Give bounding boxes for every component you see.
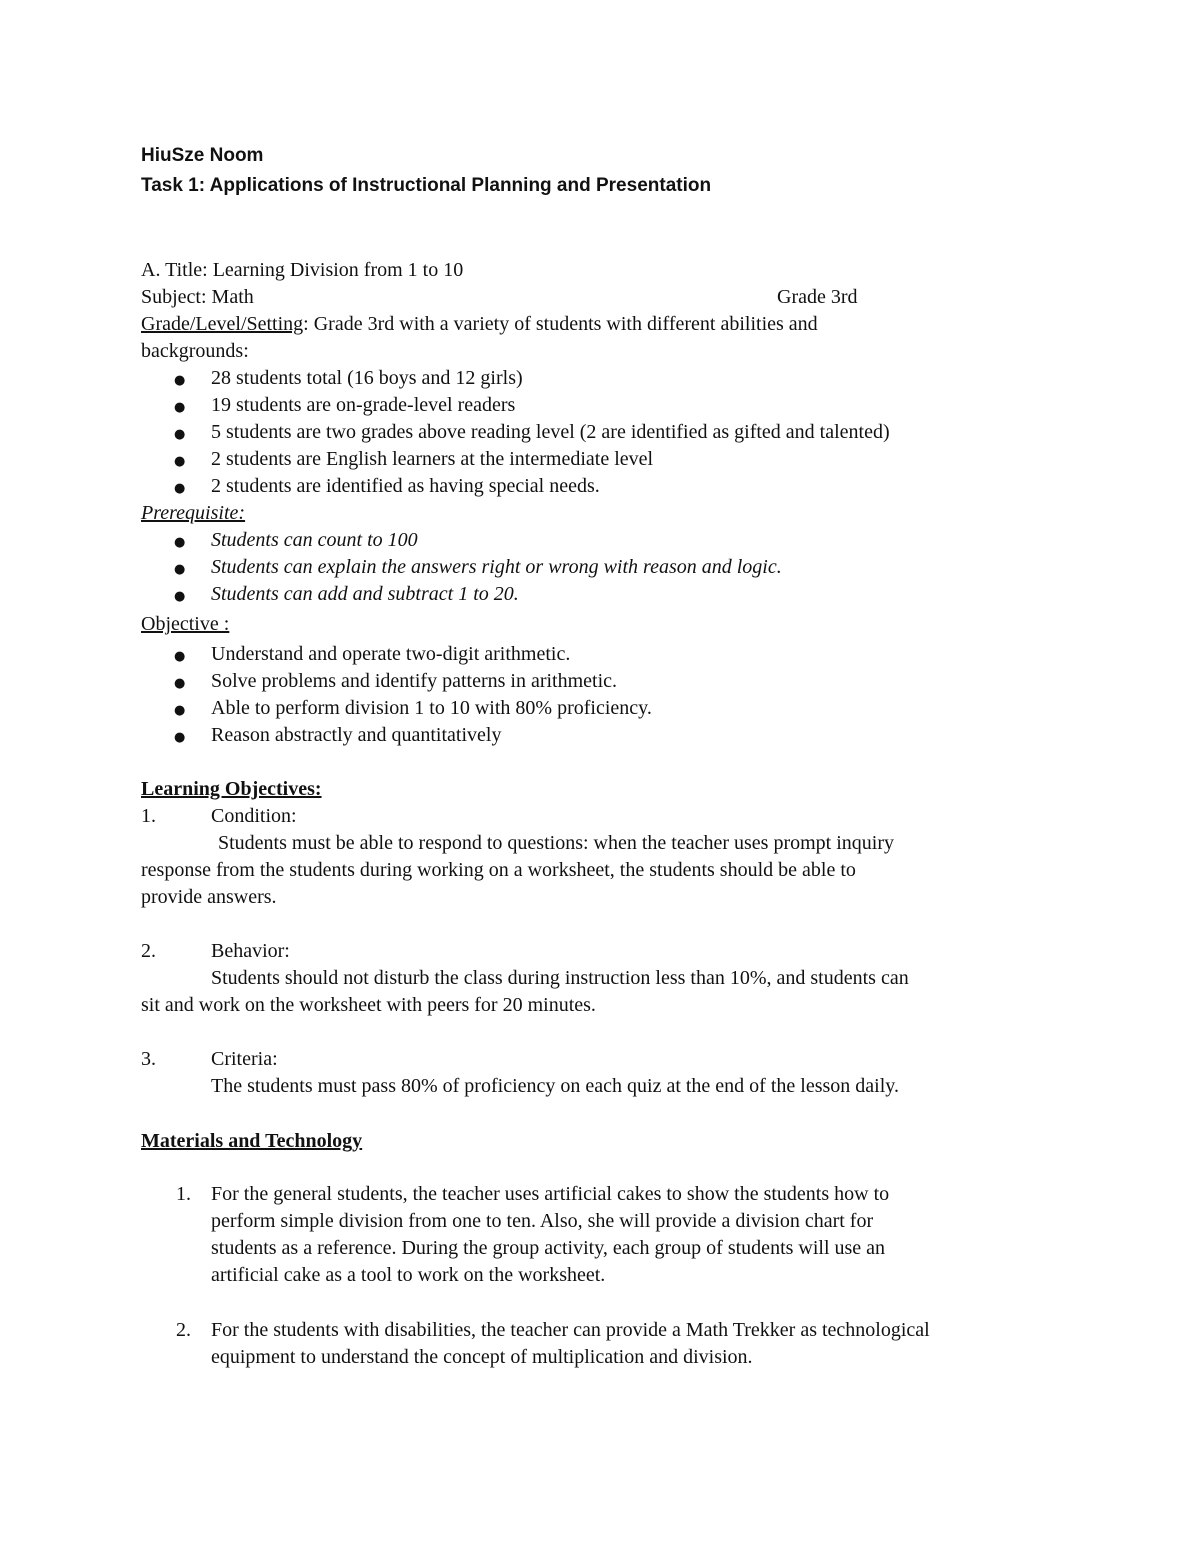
list-item: Solve problems and identify patterns in arithmetic. — [211, 670, 618, 692]
setting-line — [141, 313, 818, 336]
list-item: Reason abstractly and quantitatively — [211, 724, 502, 746]
item-line: artificial cake as a tool to work on the worksheet. — [211, 1264, 606, 1286]
list-item: Students can add and subtract 1 to 20. — [211, 583, 519, 605]
item-line: For the students with disabilities, the teacher can provide a Math Trekker as technological — [211, 1319, 930, 1341]
list-item: Students can count to 100 — [211, 529, 418, 551]
list-item: 2 students are English learners at the intermediate level — [211, 448, 654, 470]
lesson-title: A. Title: Learning Division from 1 to 10 — [141, 259, 464, 281]
author-name: HiuSze Noom — [141, 145, 264, 166]
task-title: Task 1: Applications of Instructional Planning and Presentation — [141, 175, 712, 196]
bullet-icon: ● — [174, 400, 186, 415]
bullet-icon: ● — [174, 535, 186, 550]
bullet-icon: ● — [174, 481, 186, 496]
list-item: 19 students are on-grade-level readers — [211, 394, 516, 416]
item-label: Condition: — [211, 805, 297, 827]
setting-text-cont: backgrounds: — [141, 340, 249, 362]
item-line: equipment to understand the concept of multiplication and division. — [211, 1346, 753, 1368]
item-line: Students must be able to respond to questions: when the teacher uses prompt inquiry — [218, 832, 894, 854]
bullet-icon: ● — [174, 427, 186, 442]
item-line: Students should not disturb the class during instruction less than 10%, and students can — [211, 967, 909, 989]
learning-objectives-heading: Learning Objectives: — [141, 778, 322, 800]
list-item: 2 students are identified as having special needs. — [211, 475, 600, 497]
item-line: The students must pass 80% of proficiency on each quiz at the end of the lesson daily. — [211, 1075, 899, 1097]
item-label: Behavior: — [211, 940, 290, 962]
item-line: sit and work on the worksheet with peers for 20 minutes. — [141, 994, 596, 1016]
list-item: Understand and operate two-digit arithmetic. — [211, 643, 571, 665]
list-item: 5 students are two grades above reading level (2 are identified as gifted and talented) — [211, 421, 890, 443]
item-number: 2. — [141, 940, 156, 962]
item-number: 1. — [176, 1183, 191, 1205]
item-line: response from the students during working on a worksheet, the students should be able to — [141, 859, 856, 881]
item-line: For the general students, the teacher uses artificial cakes to show the students how to — [211, 1183, 890, 1205]
item-line: perform simple division from one to ten. Also, she will provide a division chart for — [211, 1210, 874, 1232]
item-number: 2. — [176, 1319, 191, 1341]
prerequisite-label: Prerequisite: — [141, 502, 246, 524]
bullet-icon: ● — [174, 562, 186, 577]
bullet-icon: ● — [174, 730, 186, 745]
list-item: 28 students total (16 boys and 12 girls) — [211, 367, 523, 389]
setting-label: Grade/Level/Setting — [141, 313, 304, 335]
item-line: students as a reference. During the group activity, each group of students will use an — [211, 1237, 886, 1259]
bullet-icon: ● — [174, 676, 186, 691]
item-number: 3. — [141, 1048, 156, 1070]
item-line: provide answers. — [141, 886, 277, 908]
bullet-icon: ● — [174, 589, 186, 604]
item-number: 1. — [141, 805, 156, 827]
objective-label: Objective : — [141, 613, 230, 635]
item-label: Criteria: — [211, 1048, 278, 1070]
materials-heading: Materials and Technology — [141, 1130, 363, 1152]
bullet-icon: ● — [174, 454, 186, 469]
bullet-icon: ● — [174, 373, 186, 388]
bullet-icon: ● — [174, 703, 186, 718]
subject-line: Subject: Math — [141, 286, 254, 308]
bullet-icon: ● — [174, 649, 186, 664]
setting-text: : Grade 3rd with a variety of students with different abilities and — [303, 313, 818, 335]
list-item: Able to perform division 1 to 10 with 80% proficiency. — [211, 697, 652, 719]
list-item: Students can explain the answers right or wrong with reason and logic. — [211, 556, 782, 578]
grade-line: Grade 3rd — [777, 286, 858, 308]
